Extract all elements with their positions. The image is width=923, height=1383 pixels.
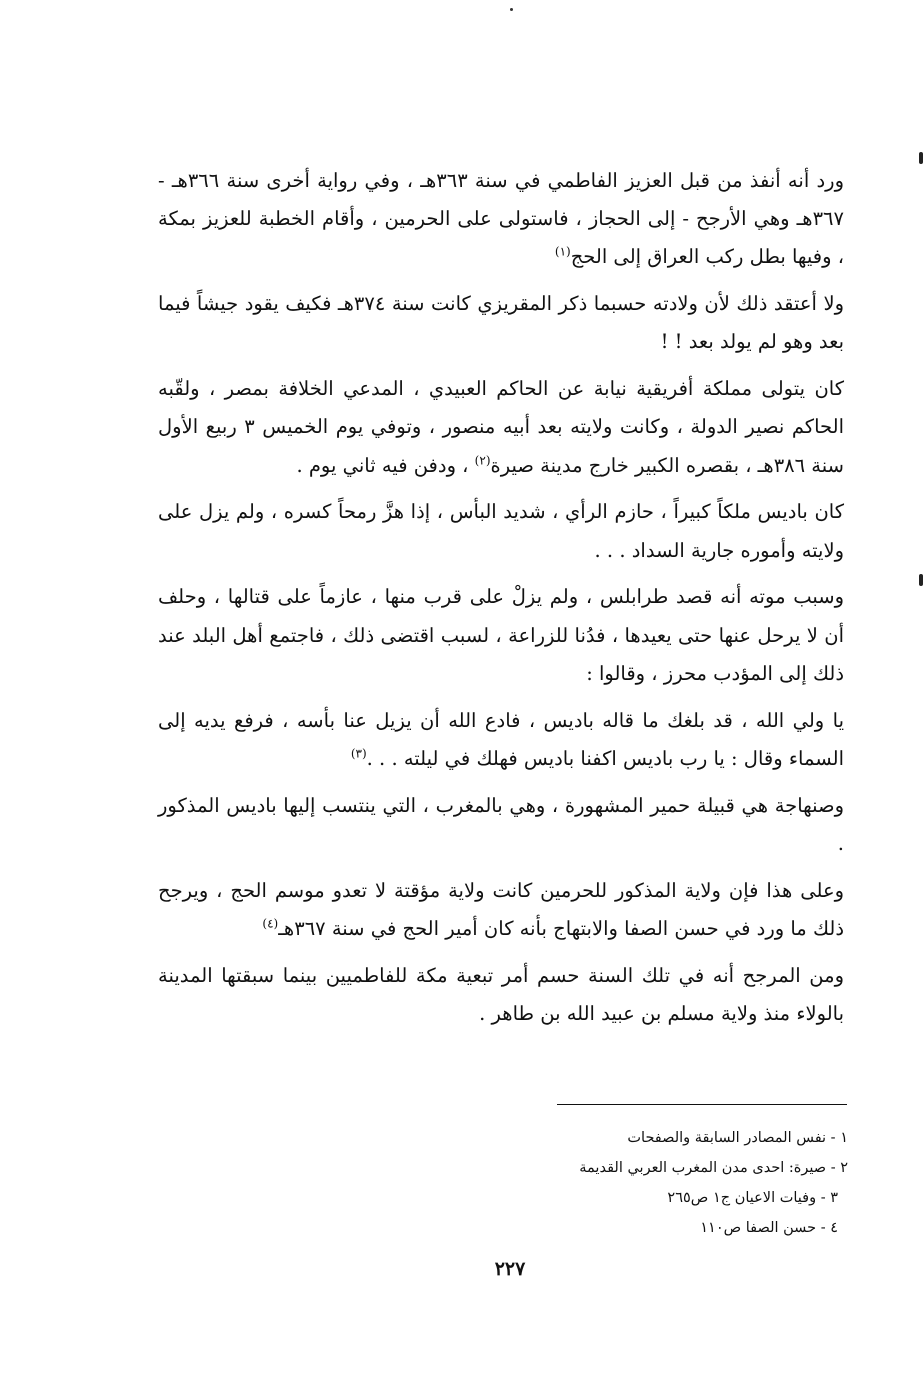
page-number: ٢٢٧ [494, 1258, 526, 1280]
paragraph-2: ولا أعتقد ذلك لأن ولادته حسبما ذكر المقريزي كانت سنة ٣٧٤هـ فكيف يقود جيشاً فيما بعد وهو لم يولد بعد ! ! [158, 292, 845, 354]
footnote-ref-4: (٤) [262, 916, 279, 931]
footnote-4: ٤ - حسن الصفا ص١١٠ [700, 1220, 838, 1236]
paragraph-8: وعلى هذا فإن ولاية المذكور للحرمين كانت ولاية مؤقتة لا تعدو موسم الحج ، ويرجح ذلك ما ورد في حسن الصفا والابتهاج بأنه كان أمير الحج في سنة ٣٦٧هـ$^{(٤)}$ [158, 878, 844, 940]
body-text [158, 162, 866, 1042]
footnotes [430, 1123, 848, 1243]
paragraph-4: كان باديس ملكاً كبيراً ، حازم الرأي ، شديد البأس ، إذا هزَّ رمحاً كسره ، ولم يزل على ولايته وأموره جارية السداد . . . [158, 500, 844, 562]
paragraph-6: يا ولي الله ، قد بلغك ما قاله باديس ، فادع الله أن يزيل عنا بأسه ، فرفع يديه إلى السماء وقال : يا رب باديس اكفنا باديس فهلك في ليلته . . .$^{(٣)}$ [158, 708, 844, 770]
footnote-separator [557, 1104, 847, 1105]
scan-edge-mark-middle [919, 574, 923, 586]
paragraph-3: كان يتولى مملكة أفريقية نيابة عن الحاكم العبيدي ، المدعي الخلافة بمصر ، ولقّبه الحاكم نصير الدولة ، وكانت ولايته بعد أبيه منصور ، وتوفي يوم الخميس ٣ ربيع الأول سنة ٣٨٦هـ ، بقصره الكبير خارج مدينة صيرة$^{(٢)}$ ، ودفن فيه ثاني يوم . [158, 377, 844, 477]
footnote-2: ٢ - صيرة: احدى مدن المغرب العربي القديمة [579, 1160, 848, 1176]
scan-dot [510, 8, 513, 11]
paragraph-7: وصنهاجة هي قبيلة حمير المشهورة ، وهي بالمغرب ، التي ينتسب إليها باديس المذكور . [158, 793, 844, 855]
paragraph-1: ورد أنه أنفذ من قبل العزيز الفاطمي في سنة ٣٦٣هـ ، وفي رواية أخرى سنة ٣٦٦هـ - ٣٦٧هـ وهي الأرجح - إلى الحجاز ، فاستولى على الحرمين ، وأقام الخطبة للعزيز بمكة ، وفيها بطل ركب العراق إلى الحج$^{(١)}$ [158, 169, 844, 269]
footnote-3: ٣ - وفيات الاعيان ج١ ص٢٦٥ [667, 1190, 838, 1206]
paragraph-5: وسبب موته أنه قصد طرابلس ، ولم يزلْ على قرب منها ، عازماً على قتالها ، وحلف أن لا يرحل عنها حتى يعيدها ، فدُنا للزراعة ، لسبب اقتضى ذلك ، فاجتمع أهل البلد عند ذلك إلى المؤدب محرز ، وقالوا : [158, 585, 844, 685]
footnote-ref-2: (٢) [474, 453, 491, 468]
footnote-ref-1: (١) [554, 244, 571, 259]
footnote-1: ١ - نفس المصادر السابقة والصفحات [627, 1130, 848, 1146]
scan-edge-mark-top [919, 152, 923, 164]
paragraph-9: ومن المرجح أنه في تلك السنة حسم أمر تبعية مكة للفاطميين بينما سبقتها المدينة بالولاء منذ ولاية مسلم بن عبيد الله بن طاهر . [158, 963, 844, 1025]
footnote-ref-3: (٣) [350, 746, 367, 761]
